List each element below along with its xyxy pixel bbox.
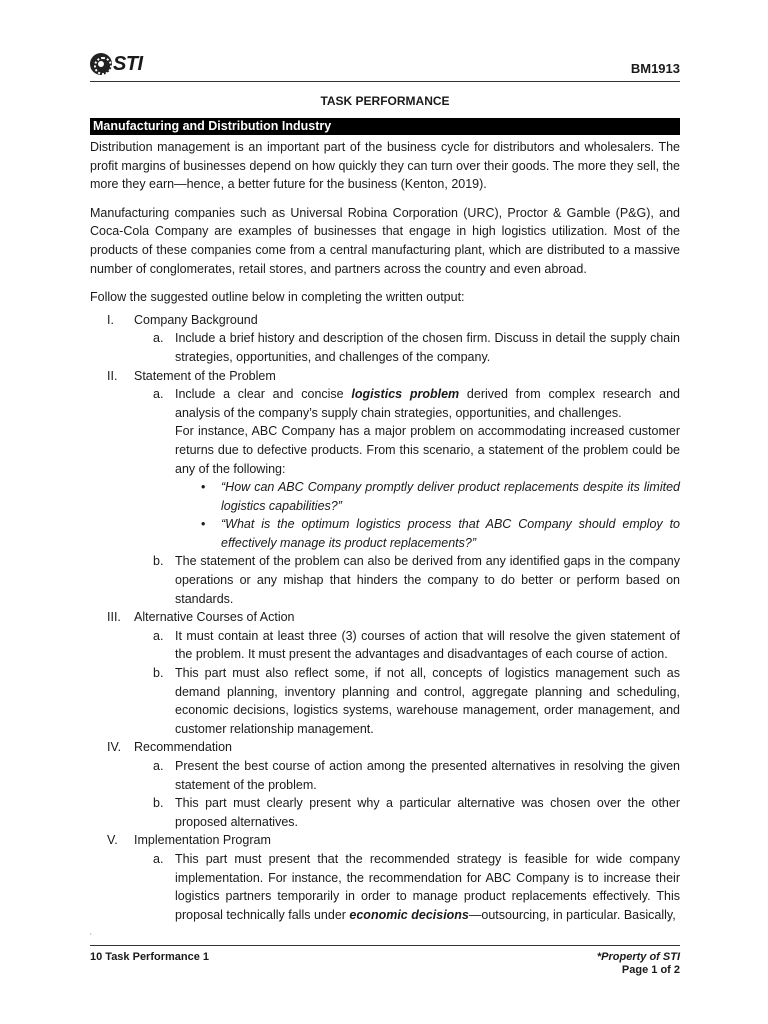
outline-label: Recommendation	[134, 740, 232, 755]
outline-number: III.	[107, 610, 121, 625]
outline-subitem: b. This part must clearly present why a particular alternative was chosen over the other proposed alternatives.	[153, 796, 680, 829]
page-header	[90, 52, 680, 82]
page-footer	[90, 945, 680, 976]
outline-label: Statement of the Problem	[134, 368, 276, 383]
outline-item-recommendation	[90, 738, 680, 757]
outline-subitem: a. Present the best course of action among the presented alternatives in resolving the given statement of the problem.	[153, 759, 680, 792]
footer-course-label: 10 Task Performance 1	[90, 951, 210, 963]
outline-subitem: a. Include a brief history and description of the chosen firm. Discuss in detail the supply chain strategies, opportunities, and challenges of the company.	[153, 331, 680, 364]
outline-label: Company Background	[134, 312, 258, 327]
footer-right-block	[597, 951, 680, 977]
outline-number: I.	[107, 312, 114, 327]
intro-paragraph-3: Follow the suggested outline below in completing the written output:	[90, 290, 465, 305]
sti-logo	[90, 52, 143, 76]
outline-subitem: b. This part must also reflect some, if not all, concepts of logistics management such as demand planning, inventory planning and control, aggregate planning and scheduling, economic decisions, logistics systems, warehouse management, order management, and customer relationship management.	[153, 666, 680, 736]
outline-label: Alternative Courses of Action	[134, 610, 295, 625]
sti-seal-icon	[90, 53, 112, 75]
main-content	[90, 138, 680, 924]
intro-paragraph-2: Manufacturing companies such as Universal Robina Corporation (URC), Proctor & Gamble (P&G), and Coca-Cola Company are examples of businesses that engage in high logistics utilization. Most of the products of these companies come from a central manufacturing plant, which are distributed to a massive number of conglomerates, retail stores, and partners across the country and even abroad.	[90, 205, 680, 276]
logo-text: STI	[113, 52, 143, 75]
intro-paragraph-1: Distribution management is an important part of the business cycle for distributors and wholesalers. The profit margins of businesses depend on how quickly they can turn over their goods. The more they sell, the more they earn—hence, a better future for the business (Kenton, 2019).	[90, 140, 680, 192]
bullet-icon: •	[201, 517, 206, 532]
outline-label: Implementation Program	[134, 833, 271, 848]
outline-subitem: a. It must contain at least three (3) courses of action that will resolve the given statement of the problem. It must present the advantages and disadvantages of each course of action.	[153, 628, 680, 662]
outline-subitem: b. The statement of the problem can also be derived from any identified gaps in the company operations or any mishap that hinders the company to do better or perform based on standards.	[153, 554, 680, 606]
outline-number: IV.	[107, 740, 122, 755]
page-title: TASK PERFORMANCE	[320, 94, 450, 108]
emphasis-text: logistics problem	[351, 387, 460, 402]
outline-item-alternative-courses	[90, 608, 680, 627]
outline-item-company-background	[90, 311, 680, 330]
document-code: BM1913	[630, 61, 680, 76]
outline-item-implementation-program	[90, 831, 680, 850]
outline-subitem: a. This part must present that the recommended strategy is feasible for wide company implementation. For instance, the recommendation for ABC Company is to increase their logistics partners temporarily in order to manage product replacements effectively. This proposal technically falls under economic decisions—outsourcing, in particular. Basically,	[153, 851, 680, 922]
page-number: Page 1 of 2	[621, 964, 680, 976]
example-paragraph: For instance, ABC Company has a major problem on accommodating increased customer returns due to defective products. From this scenario, a statement of the problem could be any of the following:	[175, 424, 680, 476]
outline-number: V.	[107, 833, 118, 848]
bullet-icon: •	[201, 480, 206, 495]
outline-number: II.	[107, 368, 118, 383]
bullet-item: • “How can ABC Company promptly deliver product replacements despite its limited logistics capabilities?”	[201, 480, 680, 513]
stray-mark: ,	[90, 930, 92, 936]
emphasis-text: economic decisions	[349, 907, 469, 922]
bullet-item: • “What is the optimum logistics process that ABC Company should employ to effectively manage its product replacements?”	[201, 517, 680, 550]
outline-item-statement-of-problem	[90, 367, 680, 386]
property-notice: *Property of STI	[596, 951, 680, 963]
section-heading: Manufacturing and Distribution Industry	[90, 118, 680, 135]
outline-subitem: a. Include a clear and concise logistics problem derived from complex research and analysis of the company’s supply chain strategies, opportunities, and challenges.	[153, 387, 680, 420]
